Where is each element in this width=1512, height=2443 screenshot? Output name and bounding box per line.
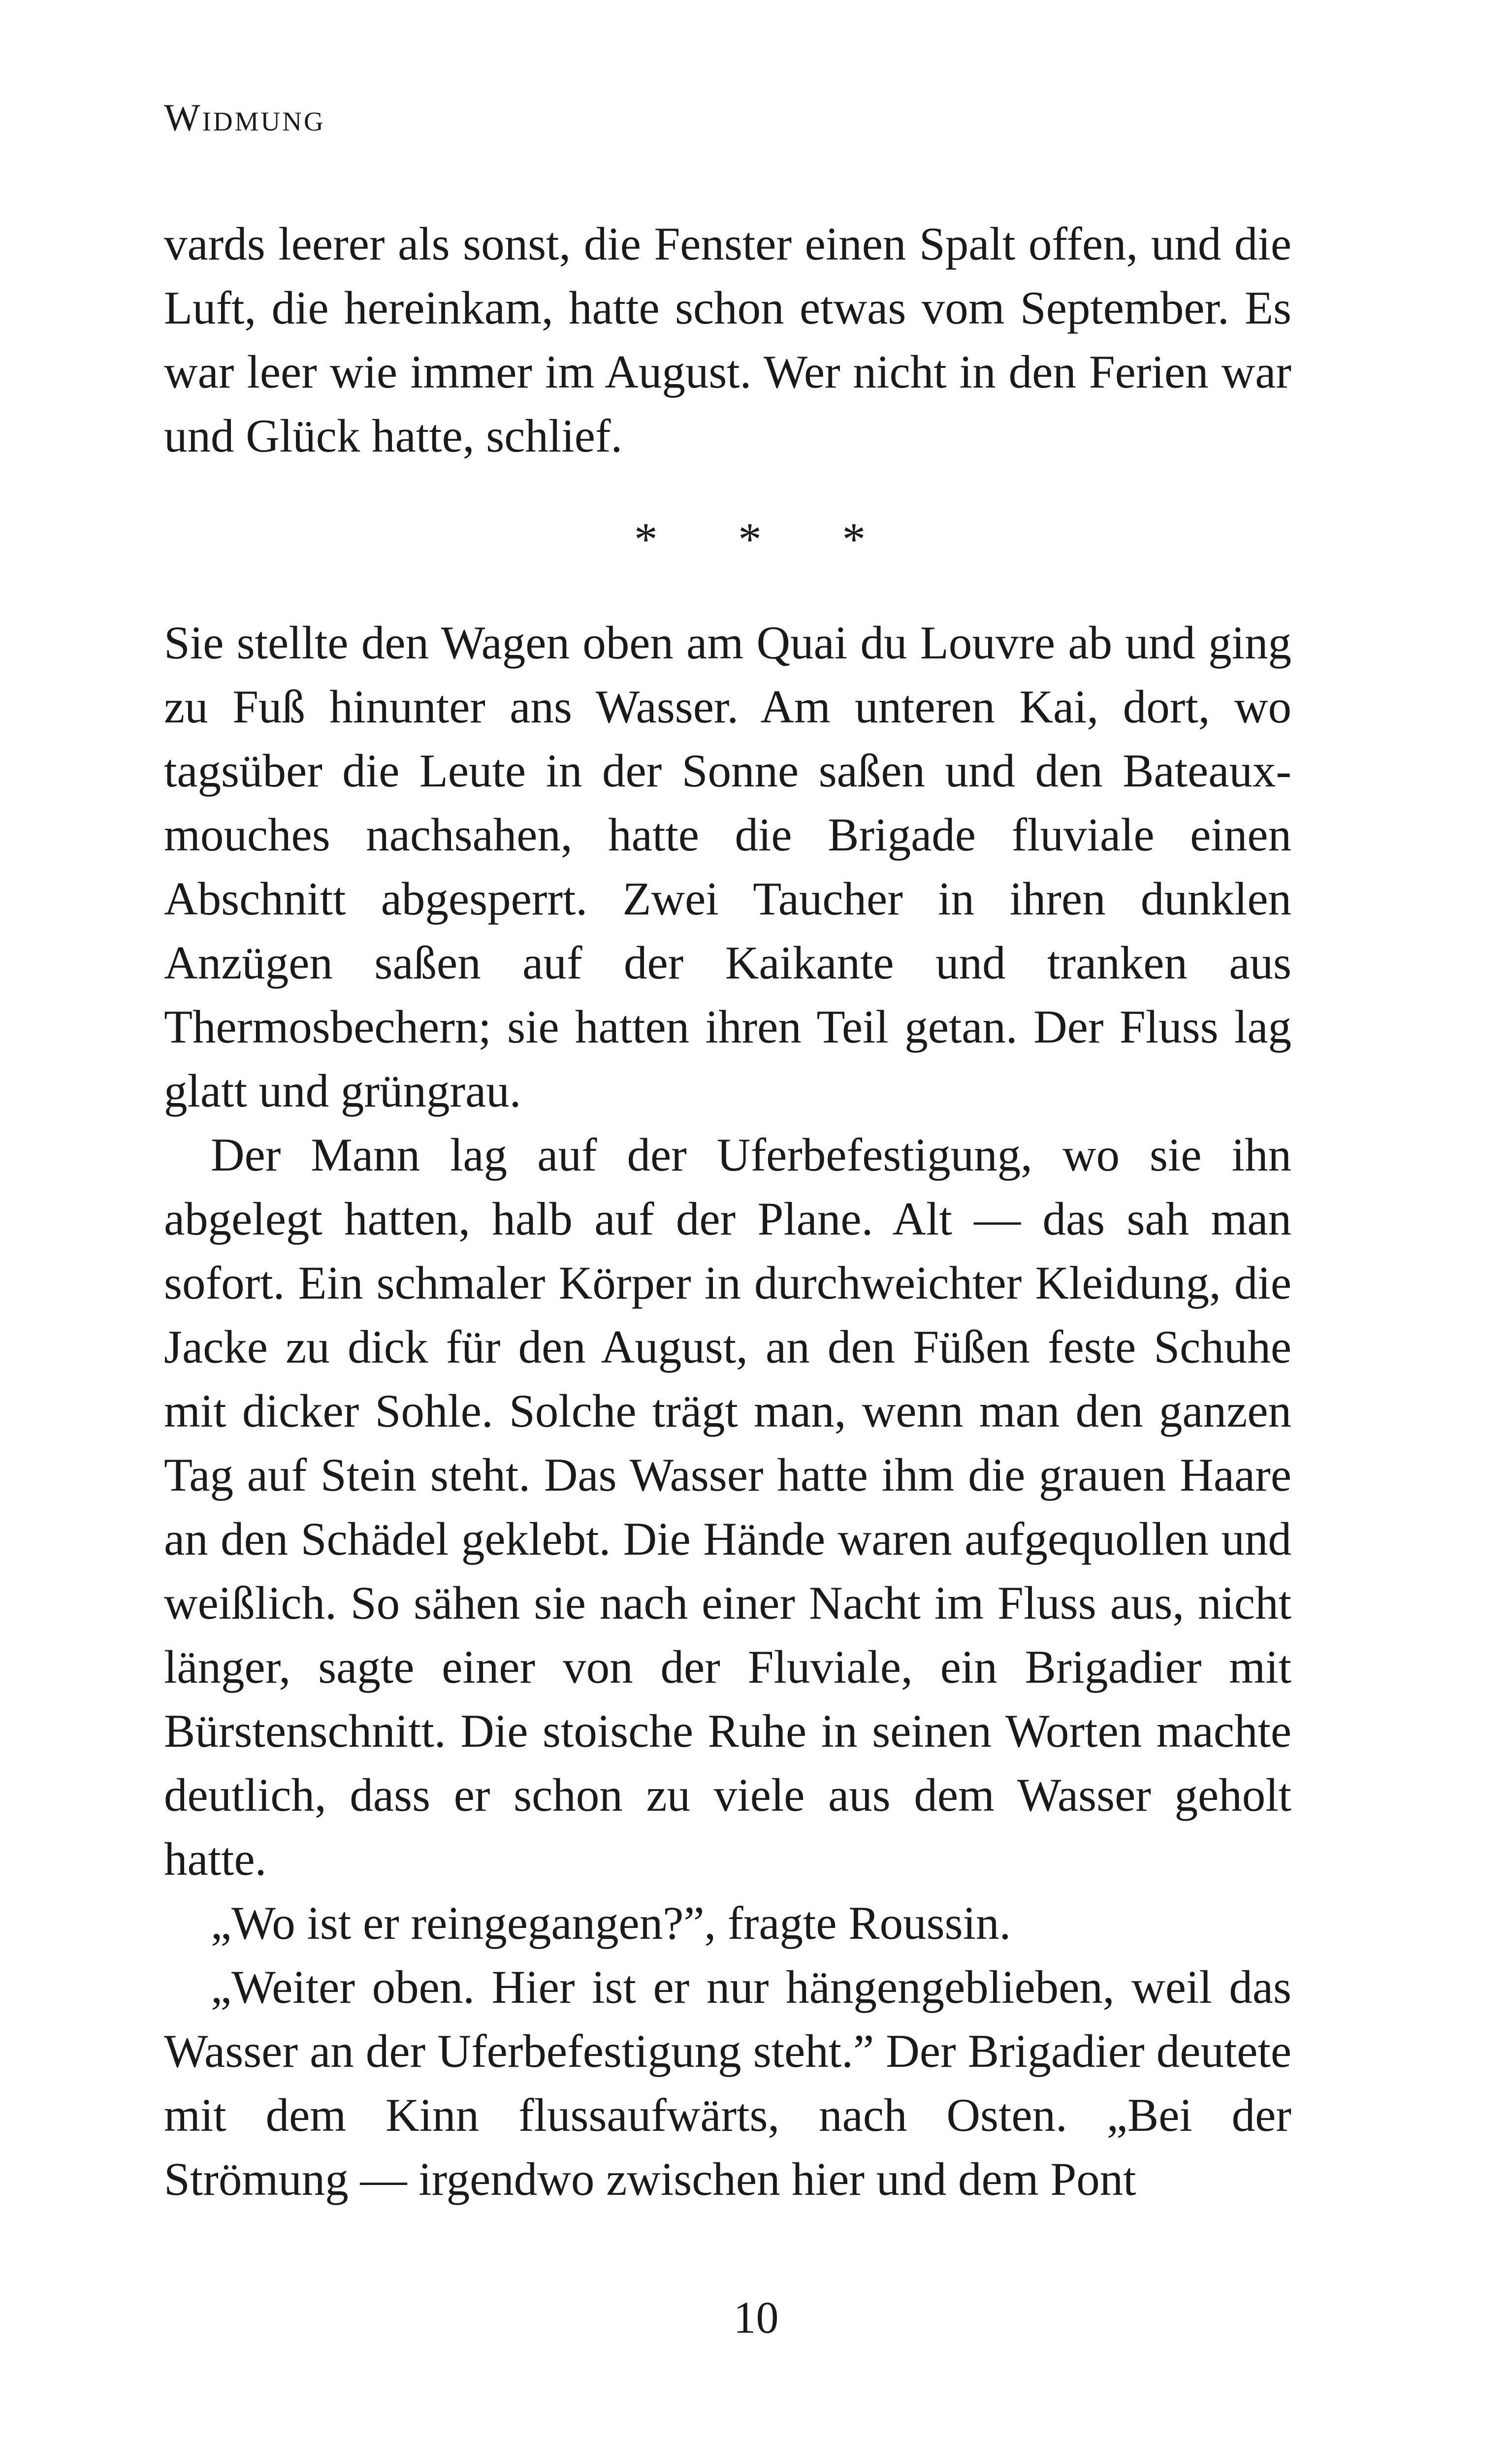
- paragraph-4: „Wo ist er reingegangen?”, fragte Roussin.: [211, 1897, 1011, 1949]
- paragraph-1: vards leerer als sonst, die Fenster einen Spalt offen, und die Luft, die hereinkam, hatte schon etwas vom September. Es war leer wie immer im August. Wer nicht in den Ferien war und Glück hatte, schlief.: [164, 218, 1291, 462]
- page-number: 10: [733, 2292, 779, 2343]
- section-separator: * * *: [634, 513, 900, 565]
- paragraph-5: „Weiter oben. Hier ist er nur hängengeblieben, weil das Wasser an der Uferbefestigung steht.” Der Brigadier deutete mit dem Kinn flussaufwärts, nach Osten. „Bei der Strömung — irgendwo zwischen hier und dem Pont: [164, 1961, 1291, 2205]
- paragraph-2: Sie stellte den Wagen oben am Quai du Louvre ab und ging zu Fuß hinunter ans Wasser. Am unteren Kai, dort, wo tagsüber die Leute in der Sonne saßen und den Bateaux-mouches nachsahen, hatte die Brigade fluviale einen Abschnitt abgesperrt. Zwei Taucher in ihren dunklen Anzügen saßen auf der Kaikante und tranken aus Thermosbechern; sie hatten ihren Teil getan. Der Fluss lag glatt und grüngrau.: [164, 617, 1291, 1117]
- body-text: [164, 212, 1291, 2211]
- paragraph-3: Der Mann lag auf der Uferbefestigung, wo sie ihn abgelegt hatten, halb auf der Plane. Alt — das sah man sofort. Ein schmaler Körper in durchweichter Kleidung, die Jacke zu dick für den August, an den Füßen feste Schuhe mit dicker Sohle. Solche trägt man, wenn man den ganzen Tag auf Stein steht. Das Wasser hatte ihm die grauen Haare an den Schädel geklebt. Die Hände waren aufgequollen und weißlich. So sähen sie nach einer Nacht im Fluss aus, nicht länger, sagte einer von der Fluviale, ein Brigadier mit Bürstenschnitt. Die stoische Ruhe in seinen Worten machte deutlich, dass er schon zu viele aus dem Wasser geholt hatte.: [164, 1129, 1291, 1885]
- running-head: Widmung: [164, 96, 325, 139]
